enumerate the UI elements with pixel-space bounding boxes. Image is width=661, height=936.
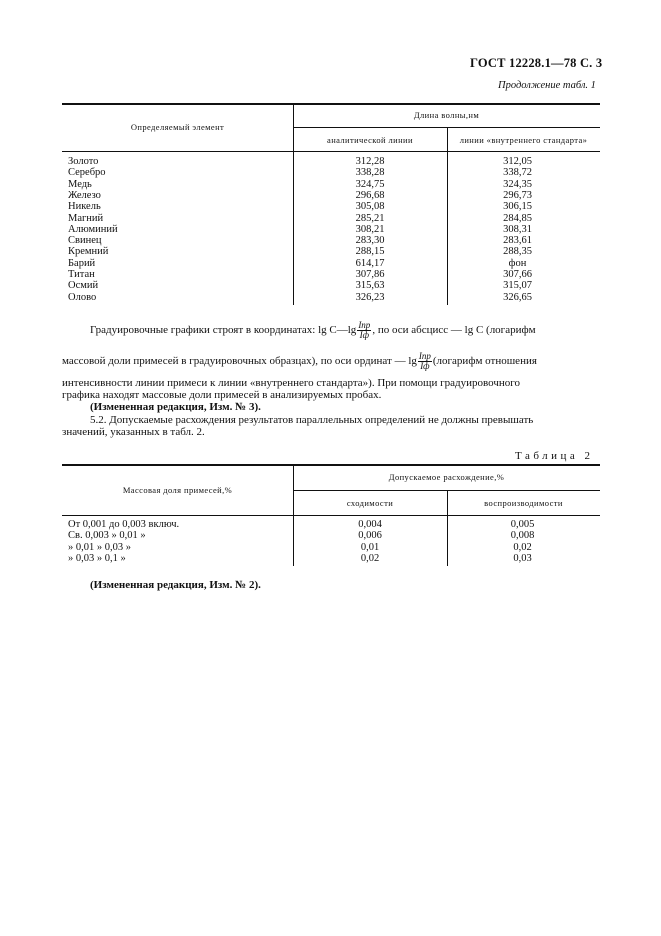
table1-subheader-rule [293,127,600,128]
table1-cell-element: Барий [68,257,96,269]
table2-cell-convergence: 0,01 [360,541,380,553]
table2-label: Таблица 2 [515,450,594,462]
table2-cell-convergence: 0,006 [358,530,382,542]
table2-col-fraction: Массовая доля примесей,% [122,485,233,495]
table2-cell-fraction: От 0,001 до 0,003 включ. [68,519,180,530]
table1-cell-analytic: 338,28 [355,167,385,179]
table2-cell-reproducibility: 0,005 [510,519,535,530]
table1-cell-element: Магний [68,212,104,224]
fraction-intensity-2 [418,352,432,371]
table1-cell-element: Серебро [68,167,106,179]
paragraph-1a: Градуировочные графики строят в координатах: lg C—lg [90,324,357,337]
table1-top-rule [62,103,600,105]
table1-vline-1 [293,103,294,305]
table2-cell-convergence: 0,004 [358,519,382,530]
edition-note-3: (Измененная редакция, Изм. № 3). [90,401,261,413]
table1-cell-element: Железо [68,189,101,201]
table1-cell-analytic: 308,21 [355,223,385,235]
page-header-title: ГОСТ 12228.1—78 С. 3 [470,56,603,70]
table1-col-wavelength: Длина волны,нм [413,110,480,120]
table1-cell-analytic: 288,15 [355,246,385,258]
table1-cell-analytic: 285,21 [355,212,385,224]
table2-header-bottom-rule [62,515,600,516]
table1-cell-analytic: 312,28 [355,156,385,167]
fraction-numerator-2: Iпр [418,351,431,361]
table1-cell-internal: 296,73 [503,189,532,201]
table2-cell-reproducibility: 0,03 [513,552,532,564]
table2-col-reproducibility: воспроизводимости [484,498,563,508]
table1-cell-element: Титан [68,269,95,280]
table1-cell-analytic: 614,17 [355,257,385,269]
table1-cell-analytic: 283,30 [355,235,385,247]
table2-cell-convergence: 0,02 [360,552,380,564]
table1-cell-element: Медь [68,178,92,190]
table1-col-internal: линии «внутреннего стандарта» [459,135,588,145]
table1-cell-internal: 283,61 [503,235,532,247]
table1-col-analytic: аналитической линии [327,135,413,145]
table2-cell-reproducibility: 0,02 [513,541,532,553]
table1-vline-2 [447,127,448,305]
table1-cell-internal: 284,85 [503,212,532,224]
table1-cell-internal: 326,65 [503,291,532,303]
table1-cell-internal: фон [508,257,527,269]
table2-cell-fraction: Св. 0,003 » 0,01 » [68,530,146,542]
paragraph-line-6: значений, указанных в табл. 2. [62,426,205,438]
table2-col-allowed: Допускаемое расхождение,% [388,472,505,482]
paragraph-2a: массовой доли примесей в градуировочных образцах), по оси ординат — lg [62,355,417,368]
table1-col-element: Определяемый элемент [130,122,225,132]
table1-cell-internal: 312,05 [503,156,532,167]
table1-cell-internal: 288,35 [503,246,532,258]
table1-cell-analytic: 307,86 [355,269,385,280]
fraction-denominator: Iф [359,330,369,340]
table1-cell-internal: 315,07 [503,280,532,292]
fraction-intensity [357,321,371,340]
table1-cell-analytic: 305,08 [355,201,385,213]
paragraph-line-3: интенсивности линии примеси к линии «внутреннего стандарта»). При помощи градуировочного [62,377,521,389]
table1-cell-element: Свинец [68,235,102,247]
fraction-numerator: Iпр [358,320,371,330]
table2-cell-reproducibility: 0,008 [510,530,535,542]
table1-cell-element: Золото [68,156,99,167]
table1-cell-element: Никель [68,201,101,213]
table1-cell-internal: 307,66 [503,269,532,280]
table1-cell-internal: 306,15 [503,201,532,213]
table1-cell-internal: 324,35 [503,178,532,190]
table1-cell-analytic: 296,68 [355,189,385,201]
table2-col-convergence: сходимости [346,498,394,508]
table1-cell-internal: 338,72 [503,167,532,179]
table1-cell-analytic: 326,23 [355,291,385,303]
table1-cell-analytic: 324,75 [355,178,385,190]
paragraph-line-4: графика находят массовые доли примесей в анализируемых пробах. [62,389,382,401]
table1-cell-element: Осмий [68,280,99,292]
table1-header-bottom-rule [62,151,600,152]
fraction-denominator-2: Iф [420,361,430,371]
table1-cell-analytic: 315,63 [355,280,385,292]
paragraph-line-2 [62,352,537,371]
paragraph-1b: , по оси абсцисс — lg C (логарифм [372,324,536,337]
paragraph-line-5: 5.2. Допускаемые расхождения результатов параллельных определений не должны превышать [90,414,534,426]
table1-cell-element: Олово [68,291,97,303]
paragraph-2b: (логарифм отношения [432,355,537,368]
table1-cell-element: Кремний [68,246,109,258]
table2-cell-fraction: » 0,03 » 0,1 » [68,552,126,564]
table2-subheader-rule [293,490,600,491]
paragraph-line-1 [90,321,536,340]
table2-top-rule [62,464,600,466]
table1-cell-internal: 308,31 [503,223,532,235]
table2-cell-fraction: » 0,01 » 0,03 » [68,541,131,553]
table1-cell-element: Алюминий [68,223,118,235]
edition-note-2: (Измененная редакция, Изм. № 2). [90,579,261,591]
table-continued-label: Продолжение табл. 1 [498,80,596,91]
